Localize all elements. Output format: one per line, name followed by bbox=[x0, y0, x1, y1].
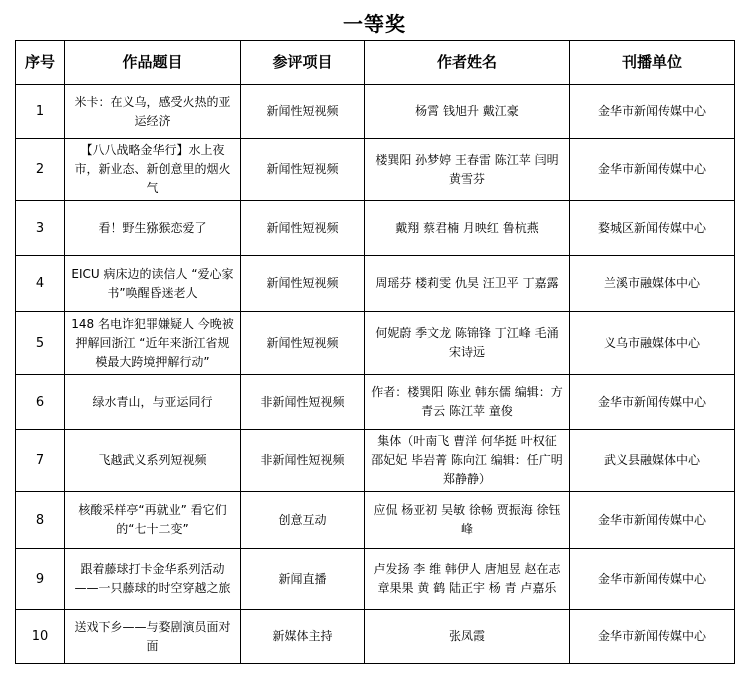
unit: 武义县融媒体中心 bbox=[570, 430, 735, 492]
authors: 张凤霞 bbox=[365, 610, 570, 664]
work-title: 跟着藤球打卡金华系列活动——一只藤球的时空穿越之旅 bbox=[65, 549, 241, 610]
header-authors: 作者姓名 bbox=[365, 41, 570, 85]
category: 新闻性短视频 bbox=[241, 312, 365, 375]
category: 新闻直播 bbox=[241, 549, 365, 610]
authors: 集体（叶南飞 曹洋 何华挺 叶权征 邵妃妃 毕岩菁 陈向江 编辑：任广明 郑静静） bbox=[365, 430, 570, 492]
authors: 楼巽阳 孙梦婷 王春雷 陈江苹 闫明 黄雪芬 bbox=[365, 139, 570, 201]
row-number: 3 bbox=[16, 201, 65, 256]
authors: 作者：楼巽阳 陈业 韩东儒 编辑：方青云 陈江苹 童俊 bbox=[365, 375, 570, 430]
table-row bbox=[16, 492, 735, 549]
table-row bbox=[16, 549, 735, 610]
header-unit: 刊播单位 bbox=[570, 41, 735, 85]
authors: 杨霄 钱旭升 戴江豪 bbox=[365, 85, 570, 139]
document-title: 一等奖 bbox=[343, 12, 406, 36]
category: 非新闻性短视频 bbox=[241, 375, 365, 430]
work-title: 看！野生猕猴恋爱了 bbox=[65, 201, 241, 256]
authors: 戴翔 蔡君楠 月映红 鲁杭燕 bbox=[365, 201, 570, 256]
header-category: 参评项目 bbox=[241, 41, 365, 85]
authors: 卢发扬 李 维 韩伊人 唐旭昱 赵在志 章果果 黄 鹤 陆正宇 杨 青 卢嘉乐 bbox=[365, 549, 570, 610]
row-number: 4 bbox=[16, 256, 65, 312]
category: 新闻性短视频 bbox=[241, 139, 365, 201]
category: 创意互动 bbox=[241, 492, 365, 549]
unit: 金华市新闻传媒中心 bbox=[570, 610, 735, 664]
work-title: 绿水青山，与亚运同行 bbox=[65, 375, 241, 430]
category: 新闻性短视频 bbox=[241, 201, 365, 256]
row-number: 8 bbox=[16, 492, 65, 549]
unit: 兰溪市融媒体中心 bbox=[570, 256, 735, 312]
unit: 义乌市融媒体中心 bbox=[570, 312, 735, 375]
row-number: 9 bbox=[16, 549, 65, 610]
table-row bbox=[16, 375, 735, 430]
table-row bbox=[16, 256, 735, 312]
row-number: 6 bbox=[16, 375, 65, 430]
row-number: 5 bbox=[16, 312, 65, 375]
row-number: 2 bbox=[16, 139, 65, 201]
header-no: 序号 bbox=[16, 41, 65, 85]
table-row bbox=[16, 610, 735, 664]
unit: 金华市新闻传媒中心 bbox=[570, 375, 735, 430]
unit: 婺城区新闻传媒中心 bbox=[570, 201, 735, 256]
awards-table bbox=[15, 40, 735, 664]
category: 非新闻性短视频 bbox=[241, 430, 365, 492]
header-work-title: 作品题目 bbox=[65, 41, 241, 85]
table-header-row bbox=[16, 41, 735, 85]
authors: 何妮蔚 季文龙 陈锦锋 丁江峰 毛涌 宋诗远 bbox=[365, 312, 570, 375]
unit: 金华市新闻传媒中心 bbox=[570, 139, 735, 201]
work-title: EICU 病床边的读信人 “爱心家书”唤醒昏迷老人 bbox=[65, 256, 241, 312]
unit: 金华市新闻传媒中心 bbox=[570, 492, 735, 549]
work-title: 送戏下乡——与婺剧演员面对面 bbox=[65, 610, 241, 664]
authors: 应侃 杨亚初 吴敏 徐畅 贾振海 徐钰峰 bbox=[365, 492, 570, 549]
unit: 金华市新闻传媒中心 bbox=[570, 549, 735, 610]
unit: 金华市新闻传媒中心 bbox=[570, 85, 735, 139]
work-title: 飞越武义系列短视频 bbox=[65, 430, 241, 492]
row-number: 10 bbox=[16, 610, 65, 664]
table-row bbox=[16, 430, 735, 492]
table-row bbox=[16, 201, 735, 256]
table-row bbox=[16, 139, 735, 201]
work-title: 米卡：在义乌，感受火热的亚运经济 bbox=[65, 85, 241, 139]
authors: 周瑶芬 楼莉雯 仇昊 汪卫平 丁嘉露 bbox=[365, 256, 570, 312]
row-number: 7 bbox=[16, 430, 65, 492]
table-row bbox=[16, 85, 735, 139]
work-title: 核酸采样亭“再就业” 看它们的“七十二变” bbox=[65, 492, 241, 549]
row-number: 1 bbox=[16, 85, 65, 139]
work-title: 【八八战略金华行】水上夜市，新业态、新创意里的烟火气 bbox=[65, 139, 241, 201]
category: 新闻性短视频 bbox=[241, 256, 365, 312]
category: 新媒体主持 bbox=[241, 610, 365, 664]
category: 新闻性短视频 bbox=[241, 85, 365, 139]
table-row bbox=[16, 312, 735, 375]
work-title: 148 名电诈犯罪嫌疑人 今晚被押解回浙江 “近年来浙江省规模最大跨境押解行动” bbox=[65, 312, 241, 375]
